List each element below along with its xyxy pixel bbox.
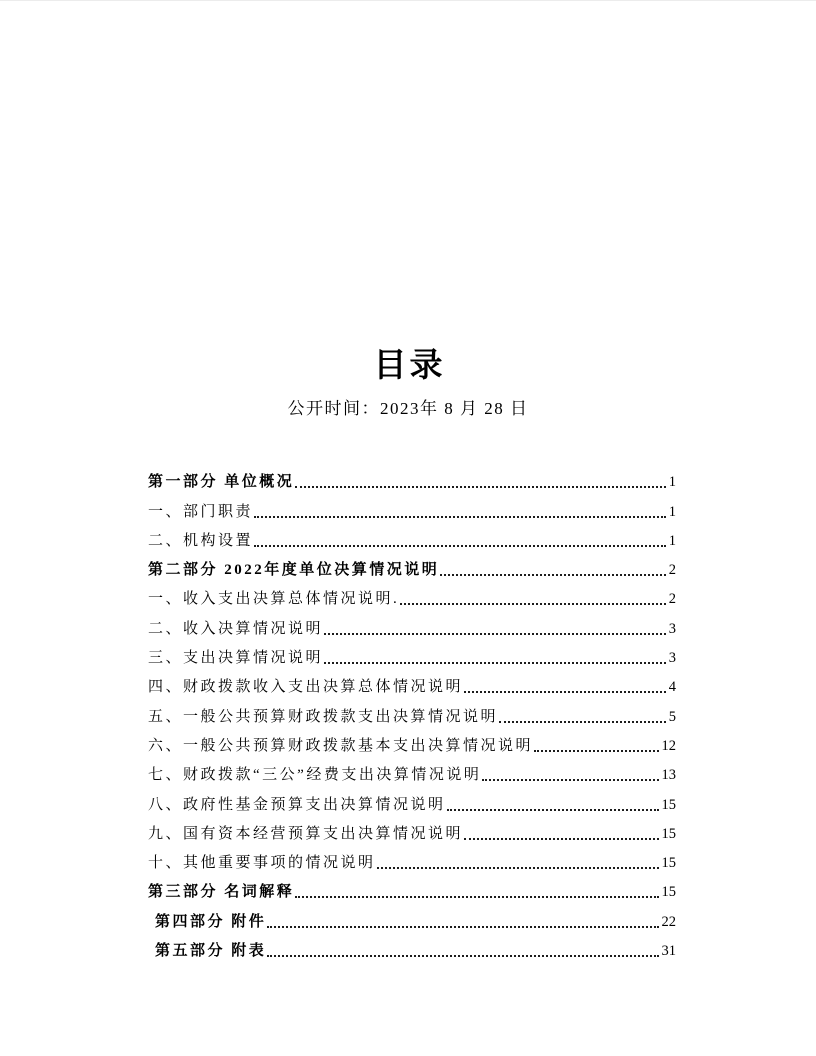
toc-entry-page: 1: [668, 532, 676, 549]
toc-list: [148, 463, 676, 961]
toc-entry-page: 22: [661, 913, 676, 930]
dot-leader: [377, 867, 659, 869]
toc-entry-label: 八、政府性基金预算支出决算情况说明: [148, 796, 446, 813]
dot-leader: [254, 516, 666, 518]
toc-entry: [148, 873, 676, 902]
toc-entry: [148, 697, 676, 726]
toc-entry: [148, 727, 676, 756]
toc-entry: [148, 668, 676, 697]
toc-entry-page: 15: [661, 884, 676, 901]
toc-entry-label: 四、财政拨款收入支出决算总体情况说明: [148, 679, 464, 696]
toc-entry-page: 12: [661, 737, 676, 754]
toc-entry-page: 3: [668, 650, 676, 667]
dot-leader: [534, 750, 658, 752]
toc-entry-page: 15: [661, 796, 676, 813]
toc-entry-label: 第四部分 附件: [155, 913, 267, 930]
toc-entry-page: 4: [668, 679, 676, 696]
dot-leader: [295, 896, 658, 898]
toc-entry-page: 2: [668, 562, 676, 579]
toc-entry-label: 五、一般公共预算财政拨款支出决算情况说明: [148, 708, 499, 725]
toc-entry: [148, 844, 676, 873]
toc-entry: [148, 492, 676, 521]
toc-entry-label: 第三部分 名词解释: [148, 884, 295, 901]
toc-entry-page: 15: [661, 825, 676, 842]
dot-leader: [324, 662, 666, 664]
dot-leader: [464, 691, 666, 693]
toc-entry: [148, 639, 676, 668]
toc-entry-label: 二、机构设置: [148, 532, 254, 549]
toc-entry-page: 1: [668, 474, 676, 491]
dot-leader: [447, 809, 659, 811]
toc-entry-page: 2: [668, 591, 676, 608]
toc-entry-label: 十、其他重要事项的情况说明: [148, 855, 376, 872]
toc-entry-page: 3: [668, 620, 676, 637]
toc-entry-page: 5: [668, 708, 676, 725]
toc-entry-page: 13: [661, 767, 676, 784]
toc-entry-page: 1: [668, 503, 676, 520]
page-title: 目录: [373, 346, 446, 383]
toc-entry-label: 六、一般公共预算财政拨款基本支出决算情况说明: [148, 737, 534, 754]
toc-entry-label: 七、财政拨款“三公”经费支出决算情况说明: [148, 767, 482, 784]
toc-entry: [148, 463, 676, 492]
dot-leader: [464, 838, 658, 840]
dot-leader: [267, 955, 658, 957]
toc-entry-label: 三、支出决算情况说明: [148, 650, 324, 667]
toc-entry: [148, 522, 676, 551]
toc-entry-page: 31: [661, 943, 676, 960]
toc-entry: [148, 551, 676, 580]
toc-entry-label: 九、国有资本经营预算支出决算情况说明: [148, 825, 464, 842]
toc-entry: [148, 785, 676, 814]
publish-date: 公开时间：2023年 8 月 28 日: [287, 399, 529, 418]
dot-leader: [295, 486, 665, 488]
dot-leader: [254, 545, 666, 547]
dot-leader: [482, 779, 658, 781]
toc-entry-label: 第二部分 2022年度单位决算情况说明: [148, 562, 440, 579]
toc-entry-label: 第五部分 附表: [155, 943, 267, 960]
toc-entry: [148, 609, 676, 638]
toc-entry: [148, 902, 676, 931]
toc-entry-label: 一、收入支出决算总体情况说明.: [148, 591, 400, 608]
toc-entry: [148, 580, 676, 609]
toc-entry-label: 一、部门职责: [148, 503, 254, 520]
toc-entry-page: 15: [661, 855, 676, 872]
dot-leader: [400, 603, 665, 605]
toc-entry: [148, 756, 676, 785]
toc-entry: [148, 932, 676, 961]
dot-leader: [499, 721, 666, 723]
toc-entry: [148, 815, 676, 844]
toc-entry-label: 二、收入决算情况说明: [148, 620, 324, 637]
toc-entry-label: 第一部分 单位概况: [148, 474, 295, 491]
dot-leader: [440, 574, 665, 576]
dot-leader: [267, 926, 658, 928]
dot-leader: [324, 633, 666, 635]
